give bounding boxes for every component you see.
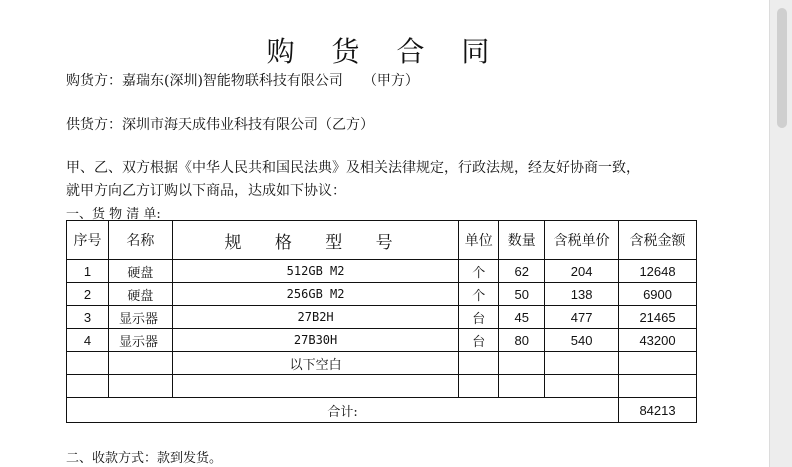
- cell-qty: 80: [499, 329, 545, 352]
- cell-qty: 62: [499, 260, 545, 283]
- cell-amount: 12648: [619, 260, 697, 283]
- cell-name: 显示器: [108, 329, 172, 352]
- cell-price: 204: [545, 260, 619, 283]
- blank-note: 以下空白: [172, 352, 458, 375]
- scrollbar-thumb[interactable]: [777, 8, 787, 128]
- cell-unit: 台: [459, 329, 499, 352]
- cell-no: 4: [67, 329, 109, 352]
- header-qty: 数量: [499, 221, 545, 260]
- header-amount: 含税金额: [619, 221, 697, 260]
- cell-name: 显示器: [108, 306, 172, 329]
- total-row: [67, 398, 697, 423]
- header-unit: 单位: [459, 221, 499, 260]
- table-row: [67, 260, 697, 283]
- goods-table: [66, 220, 697, 423]
- buyer-name: 嘉瑞东(深圳)智能物联科技有限公司: [122, 73, 343, 89]
- buyer-line: [66, 70, 419, 90]
- total-value: 84213: [619, 398, 697, 423]
- section-payment-terms: 二、收款方式：款到发货。: [66, 451, 223, 466]
- cell-price: 138: [545, 283, 619, 306]
- total-label: 合计:: [67, 398, 619, 423]
- seller-label: 供货方：: [66, 117, 122, 133]
- buyer-label: 购货方：: [66, 73, 122, 89]
- cell-qty: 50: [499, 283, 545, 306]
- cell-no: 3: [67, 306, 109, 329]
- buyer-tag: （甲方）: [362, 73, 419, 89]
- table-row: [67, 329, 697, 352]
- cell-spec: 512GB M2: [172, 260, 458, 283]
- table-row: [67, 283, 697, 306]
- cell-qty: 45: [499, 306, 545, 329]
- cell-no: 1: [67, 260, 109, 283]
- cell-name: 硬盘: [108, 260, 172, 283]
- cell-spec: 27B2H: [172, 306, 458, 329]
- vertical-scrollbar[interactable]: [769, 0, 792, 467]
- empty-row: [67, 375, 697, 398]
- cell-unit: 台: [459, 306, 499, 329]
- seller-name: 深圳市海天成伟业科技有限公司（乙方）: [122, 117, 374, 133]
- cell-amount: 21465: [619, 306, 697, 329]
- cell-amount: 43200: [619, 329, 697, 352]
- header-price: 含税单价: [545, 221, 619, 260]
- header-no: 序号: [67, 221, 109, 260]
- cell-name: 硬盘: [108, 283, 172, 306]
- cell-price: 540: [545, 329, 619, 352]
- cell-spec: 27B30H: [172, 329, 458, 352]
- document-title: 购 货 合 同: [266, 35, 504, 68]
- cell-spec: 256GB M2: [172, 283, 458, 306]
- header-spec: 规 格 型 号: [172, 221, 458, 260]
- seller-line: [66, 114, 374, 134]
- header-name: 名称: [108, 221, 172, 260]
- cell-amount: 6900: [619, 283, 697, 306]
- blank-row: [67, 352, 697, 375]
- section-goods-list-heading: 一、货 物 清 单:: [66, 207, 161, 222]
- agreement-paragraph-line-1: 甲、乙、双方根据《中华人民共和国民法典》及相关法律规定，行政法规，经友好协商一致，: [66, 160, 640, 176]
- cell-no: 2: [67, 283, 109, 306]
- cell-price: 477: [545, 306, 619, 329]
- table-header-row: [67, 221, 697, 260]
- cell-unit: 个: [459, 260, 499, 283]
- cell-unit: 个: [459, 283, 499, 306]
- table-row: [67, 306, 697, 329]
- agreement-paragraph-line-2: 就甲方向乙方订购以下商品，达成如下协议：: [66, 183, 346, 199]
